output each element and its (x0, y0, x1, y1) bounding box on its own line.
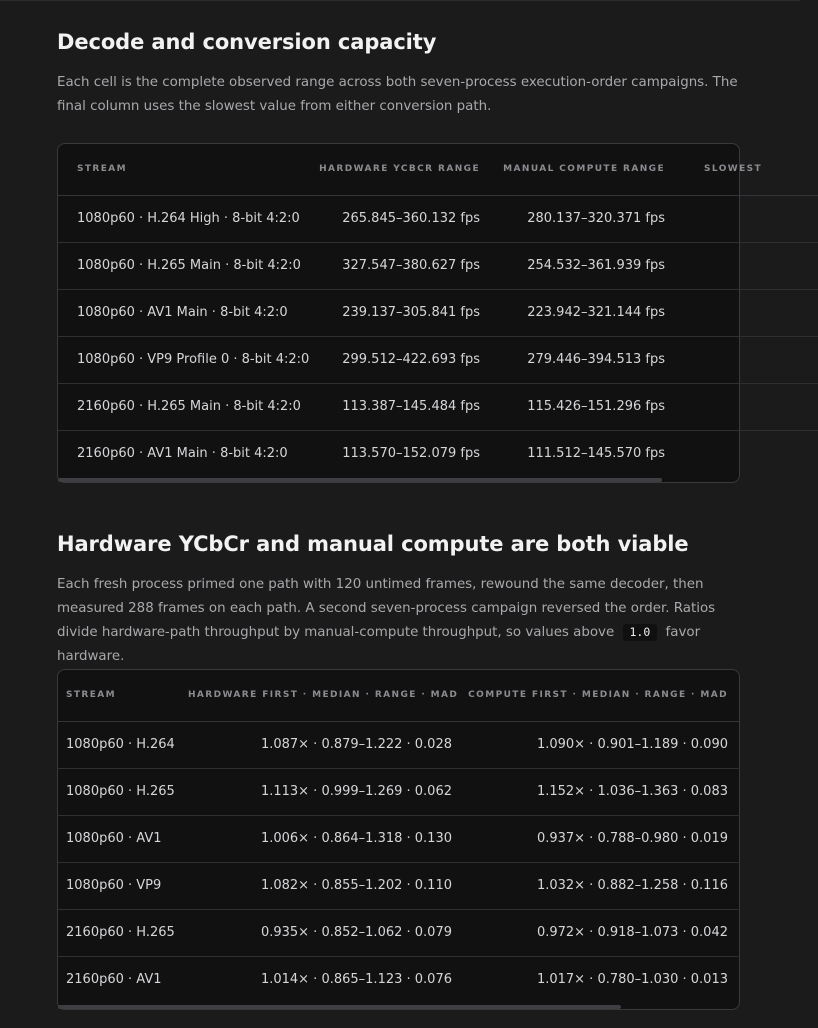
description-text: Each fresh process primed one path with 120 untimed frames, rewound the same decoder, then measured 288 frames on each path. A second seven-process campaign reversed the order. Ratios divide hardware-path throughput by manual-compute throughput, so values above (57, 577, 716, 640)
section-description (57, 573, 740, 669)
value-cell (681, 336, 818, 383)
viability-table (58, 670, 740, 1003)
stream-cell: 1080p60 · AV1 (58, 815, 188, 862)
table-row (58, 242, 818, 289)
value-cell: 0.935× · 0.852–1.062 · 0.079 (188, 909, 464, 956)
value-cell (681, 289, 818, 336)
value-cell: 327.547–380.627 fps (308, 242, 496, 289)
value-cell: 1.082× · 0.855–1.202 · 0.110 (188, 862, 464, 909)
value-cell: 279.446–394.513 fps (496, 336, 681, 383)
stream-cell: 2160p60 · AV1 Main · 8-bit 4:2:0 (58, 430, 308, 477)
value-cell: 113.387–145.484 fps (308, 383, 496, 430)
table-row (58, 768, 740, 815)
table-header-row (58, 144, 818, 195)
inline-code: 1.0 (623, 624, 658, 641)
table-row (58, 195, 818, 242)
value-cell: 1.152× · 1.036–1.363 · 0.083 (464, 768, 740, 815)
value-cell (681, 242, 818, 289)
value-cell: 299.512–422.693 fps (308, 336, 496, 383)
value-cell: 1.006× · 0.864–1.318 · 0.130 (188, 815, 464, 862)
table-header-row (58, 670, 740, 721)
value-cell: 239.137–305.841 fps (308, 289, 496, 336)
table-row (58, 956, 740, 1003)
viability-section (57, 530, 740, 669)
section-title: Decode and conversion capacity (57, 30, 437, 54)
viability-table-container[interactable] (57, 669, 740, 1010)
value-cell: 111.512–145.570 fps (496, 430, 681, 477)
value-cell: 265.845–360.132 fps (342, 211, 480, 226)
stream-cell: 1080p60 · H.265 (58, 768, 188, 815)
horizontal-scrollbar[interactable] (58, 478, 662, 482)
stream-cell: 1080p60 · VP9 (58, 862, 188, 909)
value-cell: 254.532–361.939 fps (496, 242, 681, 289)
column-header-manual-range: MANUAL COMPUTE RANGE (496, 144, 681, 195)
value-cell: 1.090× · 0.901–1.189 · 0.090 (536, 737, 728, 752)
value-cell: 1.017× · 0.780–1.030 · 0.013 (464, 956, 740, 1003)
stream-cell: 2160p60 · AV1 (58, 956, 188, 1003)
table-row (58, 721, 740, 768)
table-row (58, 336, 818, 383)
stream-cell: 1080p60 · H.264 (66, 737, 175, 752)
value-cell: 1.032× · 0.882–1.258 · 0.116 (464, 862, 740, 909)
column-header-hardware-range: HARDWARE YCBCR RANGE (308, 144, 496, 195)
value-cell (681, 430, 818, 477)
value-cell: 1.087× · 0.879–1.222 · 0.028 (260, 737, 452, 752)
table-row (58, 815, 740, 862)
viability-table-body (58, 721, 740, 1003)
horizontal-scrollbar[interactable] (58, 1005, 621, 1009)
capacity-table-container[interactable] (57, 143, 763, 483)
value-cell: 280.137–320.371 fps (527, 211, 665, 226)
value-cell: 113.570–152.079 fps (308, 430, 496, 477)
capacity-section (57, 28, 740, 119)
column-header-slowest: SLOWEST (681, 144, 818, 195)
stream-cell: 1080p60 · H.265 Main · 8-bit 4:2:0 (58, 242, 308, 289)
capacity-table-scroll-area[interactable] (58, 144, 763, 480)
section-title: Hardware YCbCr and manual compute are both viable (57, 532, 689, 556)
column-header-stream: STREAM (58, 144, 308, 195)
capacity-table (58, 144, 818, 477)
capacity-table-body (58, 195, 818, 477)
viability-table-scroll-area[interactable] (58, 670, 739, 1007)
table-row (58, 862, 740, 909)
value-cell: 1.113× · 0.999–1.269 · 0.062 (188, 768, 464, 815)
value-cell: 0.972× · 0.918–1.073 · 0.042 (464, 909, 740, 956)
table-row (58, 909, 740, 956)
top-divider (0, 0, 800, 1)
column-header-compute-first: COMPUTE FIRST · MEDIAN · RANGE · MAD (464, 670, 740, 721)
stream-cell: 1080p60 · AV1 Main · 8-bit 4:2:0 (58, 289, 308, 336)
value-cell: 115.426–151.296 fps (496, 383, 681, 430)
table-row (58, 289, 818, 336)
section-description: Each cell is the complete observed range across both seven-process execution-order campaigns. The final column uses the slowest value from either conversion path. (57, 75, 738, 114)
column-header-stream: STREAM (58, 670, 188, 721)
value-cell (681, 195, 818, 242)
description-text-end: favor hardware. (57, 625, 701, 664)
stream-cell: 2160p60 · H.265 Main · 8-bit 4:2:0 (58, 383, 308, 430)
table-row (58, 383, 818, 430)
table-row (58, 430, 818, 477)
stream-cell: 1080p60 · VP9 Profile 0 · 8-bit 4:2:0 (58, 336, 308, 383)
value-cell: 0.937× · 0.788–0.980 · 0.019 (464, 815, 740, 862)
value-cell: 223.942–321.144 fps (496, 289, 681, 336)
value-cell: 1.014× · 0.865–1.123 · 0.076 (188, 956, 464, 1003)
stream-cell: 2160p60 · H.265 (58, 909, 188, 956)
value-cell (681, 383, 818, 430)
stream-cell: 1080p60 · H.264 High · 8-bit 4:2:0 (77, 211, 300, 226)
column-header-hardware-first: HARDWARE FIRST · MEDIAN · RANGE · MAD (188, 670, 464, 721)
